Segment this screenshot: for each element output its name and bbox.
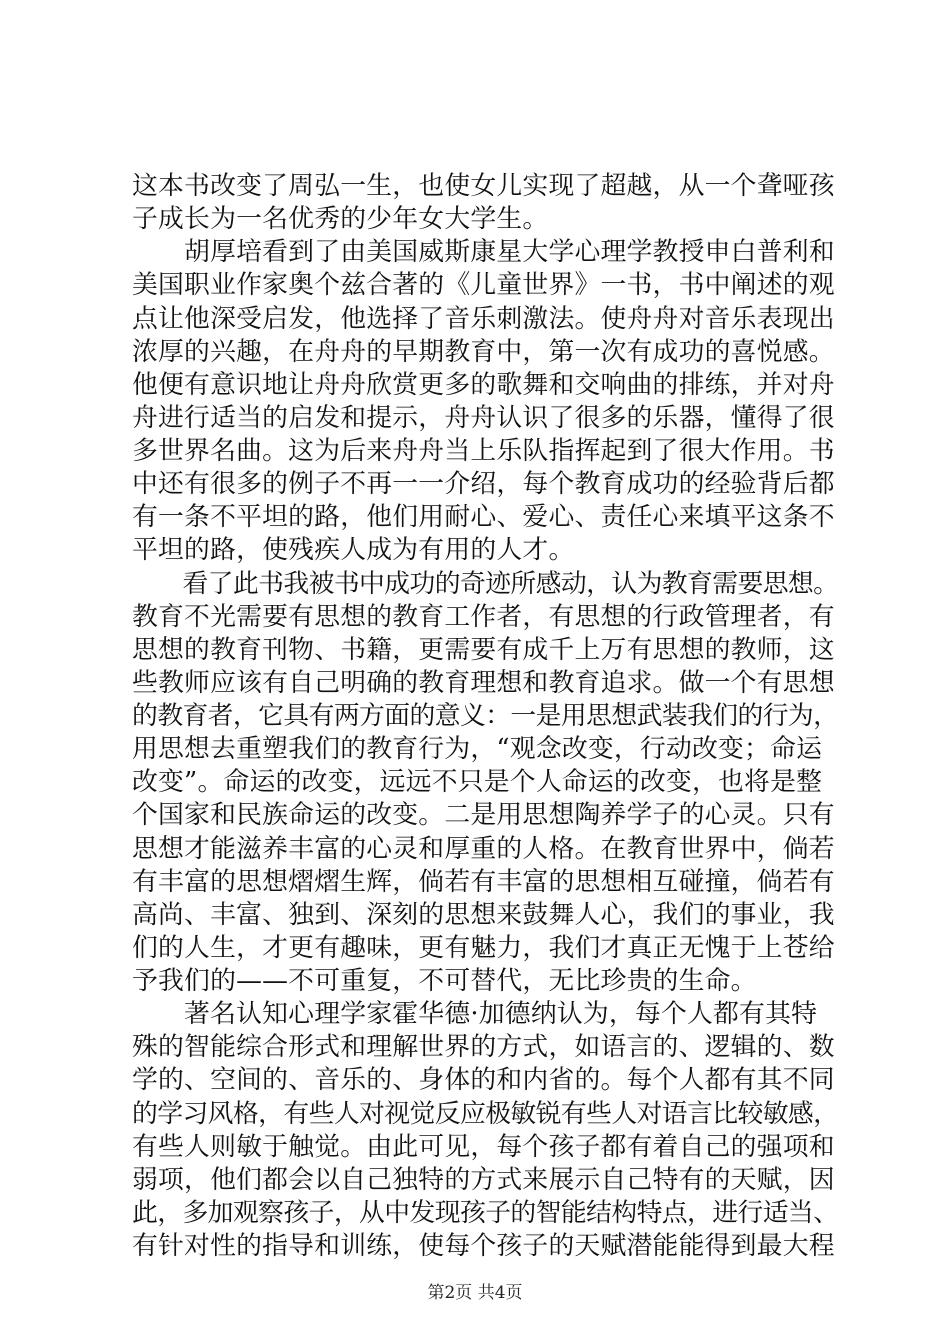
text-line: 多世界名曲。这为后来舟舟当上乐队指挥起到了很大作用。书 [132, 436, 835, 466]
text-line: 点让他深受启发，他选择了音乐刺激法。使舟舟对音乐表现出 [132, 304, 835, 334]
text-line: 教育不光需要有思想的教育工作者，有思想的行政管理者，有 [132, 602, 835, 632]
text-line: 的学习风格，有些人对视觉反应极敏锐有些人对语言比较敏感， [132, 1099, 839, 1129]
text-line: 他便有意识地让舟舟欣赏更多的歌舞和交响曲的排练，并对舟 [132, 370, 835, 400]
text-line: 有丰富的思想熠熠生辉，倘若有丰富的思想相互碰撞，倘若有 [132, 867, 835, 897]
text-line: 有针对性的指导和训练，使每个孩子的天赋潜能能得到最大程 [132, 1231, 835, 1261]
text-line: 美国职业作家奥个兹合著的《儿童世界》一书，书中阐述的观 [132, 270, 835, 300]
text-line: 思想才能滋养丰富的心灵和厚重的人格。在教育世界中，倘若 [132, 834, 835, 864]
text-line: 子成长为一名优秀的少年女大学生。 [132, 204, 549, 234]
text-line: 浓厚的兴趣，在舟舟的早期教育中，第一次有成功的喜悦感。 [132, 337, 835, 367]
text-line: 胡厚培看到了由美国威斯康星大学心理学教授申白普利和 [132, 237, 835, 267]
text-line: 中还有很多的例子不再一一介绍，每个教育成功的经验背后都 [132, 469, 835, 499]
text-line: 个国家和民族命运的改变。二是用思想陶养学子的心灵。只有 [132, 800, 835, 830]
text-line: 改变”。命运的改变，远远不只是个人命运的改变，也将是整 [132, 767, 823, 797]
text-line: 学的、空间的、音乐的、身体的和内省的。每个人都有其不同 [132, 1065, 835, 1095]
text-line: 予我们的——不可重复，不可替代，无比珍贵的生命。 [132, 966, 757, 996]
text-line: 这本书改变了周弘一生，也使女儿实现了超越，从一个聋哑孩 [132, 171, 835, 201]
page-number-footer: 第2页 共4页 [427, 1283, 523, 1303]
text-line: 此，多加观察孩子，从中发现孩子的智能结构特点，进行适当、 [132, 1198, 839, 1228]
text-line: 著名认知心理学家霍华德·加德纳认为，每个人都有其特 [132, 999, 818, 1029]
text-line: 弱项，他们都会以自己独特的方式来展示自己特有的天赋，因 [132, 1165, 835, 1195]
text-line: 高尚、丰富、独到、深刻的思想来鼓舞人心，我们的事业，我 [132, 900, 835, 930]
text-line: 有些人则敏于触觉。由此可见，每个孩子都有着自己的强项和 [132, 1132, 835, 1162]
text-line: 殊的智能综合形式和理解世界的方式，如语言的、逻辑的、数 [132, 1032, 835, 1062]
text-line: 的教育者，它具有两方面的意义：一是用思想武装我们的行为， [132, 701, 839, 731]
text-line: 有一条不平坦的路，他们用耐心、爱心、责任心来填平这条不 [132, 502, 835, 532]
text-line: 思想的教育刊物、书籍，更需要有成千上万有思想的教师，这 [132, 635, 835, 665]
text-line: 看了此书我被书中成功的奇迹所感动，认为教育需要思想。 [132, 569, 839, 599]
text-line: 平坦的路，使残疾人成为有用的人才。 [132, 535, 575, 565]
text-line: 些教师应该有自己明确的教育理想和教育追求。做一个有思想 [132, 668, 835, 698]
text-line: 们的人生，才更有趣味，更有魅力，我们才真正无愧于上苍给 [132, 933, 835, 963]
text-line: 用思想去重塑我们的教育行为，“观念改变，行动改变；命运 [132, 734, 823, 764]
text-line: 舟进行适当的启发和提示，舟舟认识了很多的乐器，懂得了很 [132, 403, 835, 433]
